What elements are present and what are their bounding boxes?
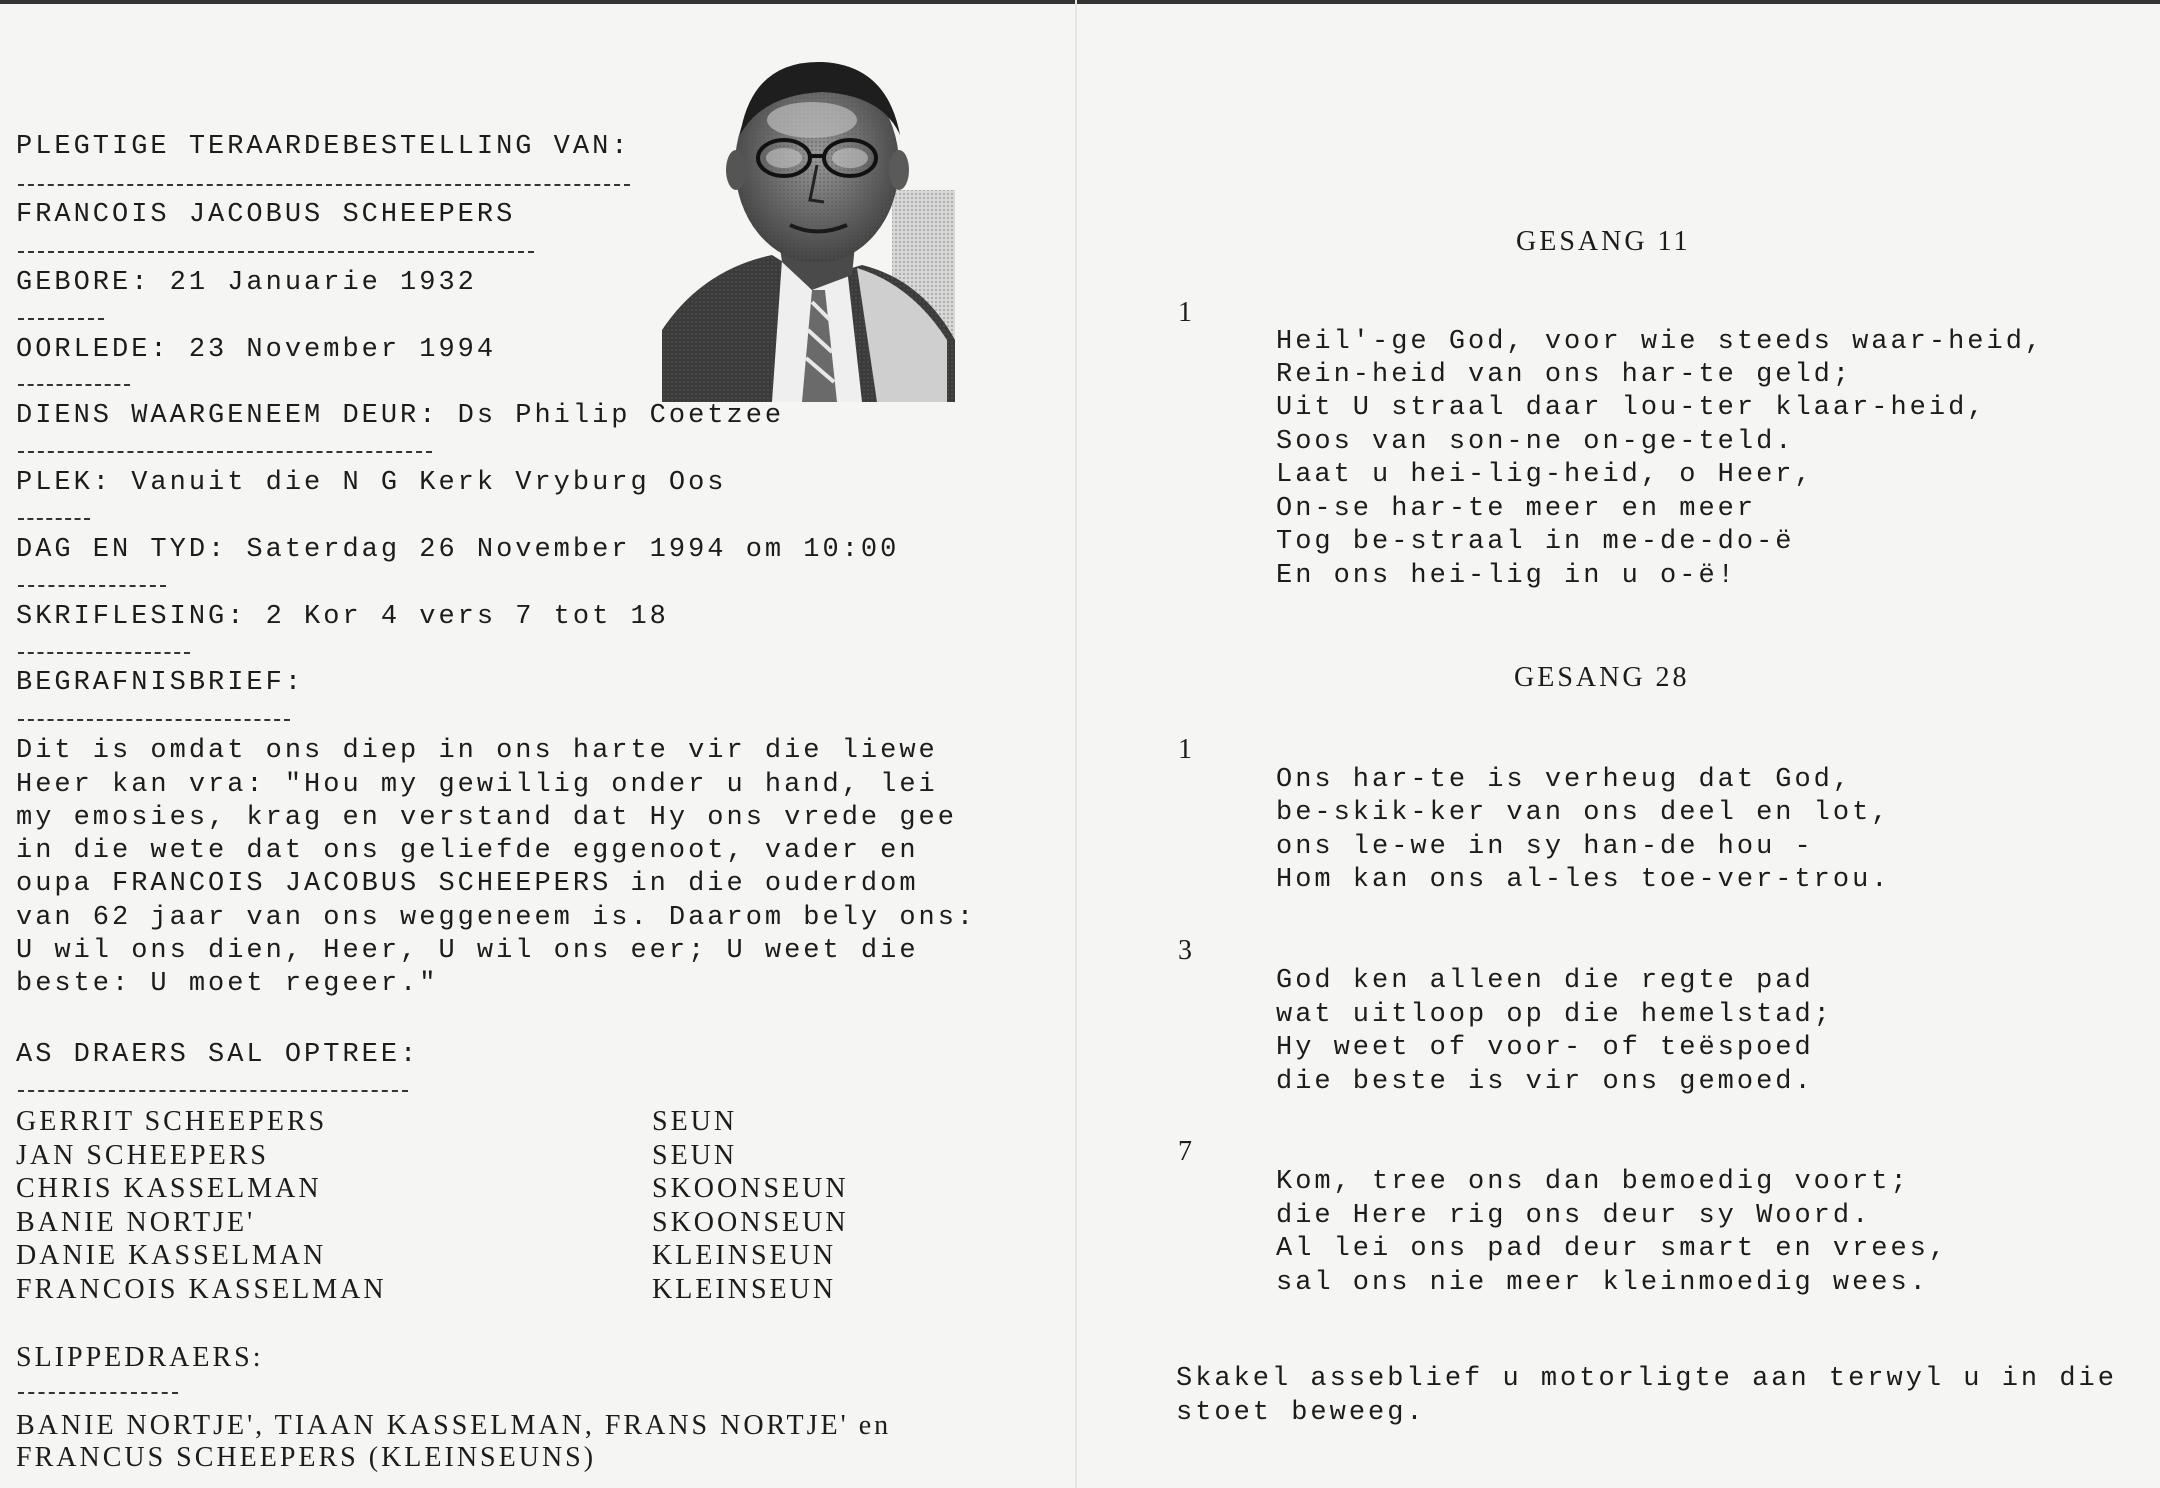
hymn-title: GESANG 11 [1516, 226, 1691, 257]
closing-note-line: stoet beweeg. [1176, 1398, 1426, 1428]
verse-number: 1 [1178, 297, 1195, 328]
hymn-line: Soos van son-ne on-ge-teld. [1276, 427, 1795, 457]
divider [18, 251, 534, 253]
hymn-line: On-se har-te meer en meer [1276, 494, 1757, 524]
hymn-line: Rein-heid van ons har-te geld; [1276, 360, 1853, 390]
bearer-role: KLEINSEUN [652, 1274, 837, 1305]
hymn-line: ons le-we in sy han-de hou - [1276, 832, 1814, 862]
hymn-line: Al lei ons pad deur smart en vrees, [1276, 1234, 1949, 1264]
divider [18, 451, 432, 453]
letter-line: in die wete dat ons geliefde eggenoot, vader en [16, 836, 919, 866]
hymn-line: be-skik-ker van ons deel en lot, [1276, 798, 1891, 828]
hymn-line: die Here rig ons deur sy Woord. [1276, 1201, 1872, 1231]
birth-date: GEBORE: 21 Januarie 1932 [16, 268, 477, 298]
portrait-photo [662, 40, 955, 402]
hymn-title: GESANG 28 [1514, 662, 1690, 693]
bearer-name: FRANCOIS KASSELMAN [16, 1274, 387, 1305]
bearer-name: DANIE KASSELMAN [16, 1240, 327, 1271]
hymn-line: Kom, tree ons dan bemoedig voort; [1276, 1167, 1910, 1197]
bearer-role: KLEINSEUN [652, 1240, 837, 1271]
bearer-name: JAN SCHEEPERS [16, 1140, 269, 1171]
divider [18, 318, 104, 320]
bearer-role: SKOONSEUN [652, 1173, 849, 1204]
letter-line: U wil ons dien, Heer, U wil ons eer; U weet die [16, 936, 919, 966]
divider [18, 719, 290, 721]
verse-number: 7 [1178, 1136, 1195, 1167]
divider [18, 518, 90, 520]
verse-number: 3 [1178, 935, 1195, 966]
hymn-line: God ken alleen die regte pad [1276, 966, 1814, 996]
service-datetime: DAG EN TYD: Saterdag 26 November 1994 om 10:00 [16, 535, 900, 565]
deceased-name: FRANCOIS JACOBUS SCHEEPERS [16, 200, 516, 230]
bearer-name: CHRIS KASSELMAN [16, 1173, 322, 1204]
letter-line: Heer kan vra: "Hou my gewillig onder u hand, lei [16, 770, 938, 800]
divider [18, 184, 630, 186]
hymn-line: Ons har-te is verheug dat God, [1276, 765, 1853, 795]
hymn-line: Uit U straal daar lou-ter klaar-heid, [1276, 393, 1987, 423]
pallbearers-heading: SLIPPEDRAERS: [16, 1342, 264, 1373]
hymn-line: sal ons nie meer kleinmoedig wees. [1276, 1268, 1929, 1298]
letter-line: oupa FRANCOIS JACOBUS SCHEEPERS in die ouderdom [16, 869, 919, 899]
hymn-line: En ons hei-lig in u o-ë! [1276, 561, 1737, 591]
pallbearers-line: BANIE NORTJE', TIAAN KASSELMAN, FRANS NORTJE' en [16, 1410, 892, 1441]
bearer-role: SEUN [652, 1140, 738, 1171]
death-date: OORLEDE: 23 November 1994 [16, 335, 497, 365]
bearer-name: GERRIT SCHEEPERS [16, 1106, 328, 1137]
bearer-name: BANIE NORTJE' [16, 1207, 256, 1238]
hymn-line: Heil'-ge God, voor wie steeds waar-heid, [1276, 327, 2045, 357]
page-fold [1075, 0, 1077, 1488]
hymn-line: die beste is vir ons gemoed. [1276, 1067, 1814, 1097]
letter-line: my emosies, krag en verstand dat Hy ons vrede gee [16, 803, 957, 833]
divider [18, 585, 166, 587]
pallbearers-line: FRANCUS SCHEEPERS (KLEINSEUNS) [16, 1442, 597, 1473]
divider [18, 1392, 178, 1394]
service-place: PLEK: Vanuit die N G Kerk Vryburg Oos [16, 468, 727, 498]
service-minister: DIENS WAARGENEEM DEUR: Ds Philip Coetzee [16, 401, 785, 431]
divider [18, 652, 190, 654]
scripture-reading: SKRIFLESING: 2 Kor 4 vers 7 tot 18 [16, 602, 669, 632]
bearers-heading: AS DRAERS SAL OPTREE: [16, 1040, 420, 1070]
letter-line: beste: U moet regeer." [16, 969, 439, 999]
closing-note-line: Skakel asseblief u motorligte aan terwyl u in die [1176, 1364, 2117, 1394]
bearer-role: SEUN [652, 1106, 738, 1137]
hymn-line: Tog be-straal in me-de-do-ë [1276, 527, 1795, 557]
hymn-line: Laat u hei-lig-heid, o Heer, [1276, 460, 1814, 490]
letter-line: Dit is omdat ons diep in ons harte vir die liewe [16, 736, 938, 766]
letter-heading: BEGRAFNISBRIEF: [16, 668, 305, 698]
letter-line: van 62 jaar van ons weggeneem is. Daarom bely ons: [16, 903, 977, 933]
divider [18, 1090, 408, 1092]
hymn-line: Hy weet of voor- of teëspoed [1276, 1033, 1814, 1063]
bearer-role: SKOONSEUN [652, 1207, 849, 1238]
hymn-line: wat uitloop op die hemelstad; [1276, 1000, 1833, 1030]
top-border-line [0, 0, 2160, 4]
verse-number: 1 [1178, 734, 1195, 765]
hymn-line: Hom kan ons al-les toe-ver-trou. [1276, 865, 1891, 895]
heading: PLEGTIGE TERAARDEBESTELLING VAN: [16, 132, 631, 162]
divider [18, 384, 130, 386]
